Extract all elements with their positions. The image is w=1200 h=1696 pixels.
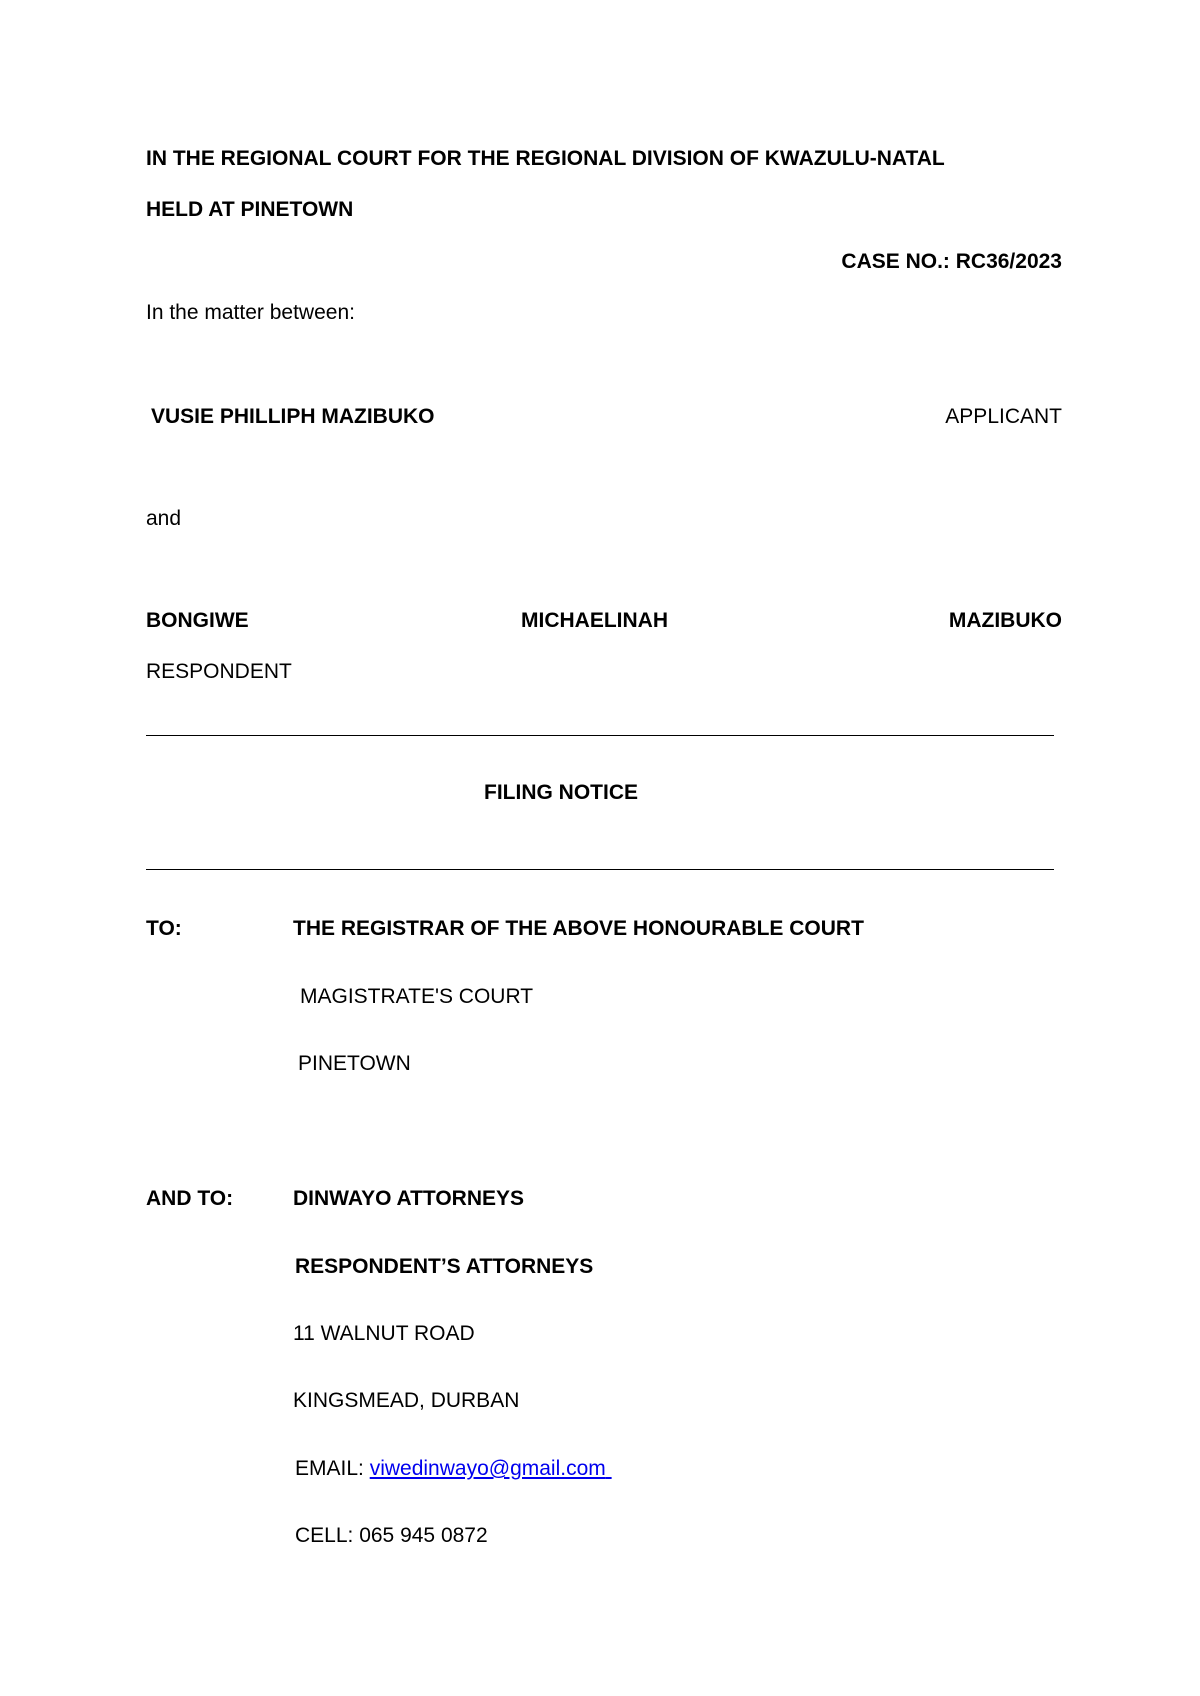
matter-intro: In the matter between: <box>146 301 355 324</box>
address-line-1: 11 WALNUT ROAD <box>293 1322 475 1345</box>
to-line-town: PINETOWN <box>298 1052 411 1075</box>
email-line <box>295 1456 612 1482</box>
respondent-role: RESPONDENT <box>146 660 292 683</box>
email-link[interactable]: viwedinwayo@gmail.com <box>369 1457 606 1480</box>
to-label: TO: <box>146 917 182 940</box>
cell-line: CELL: 065 945 0872 <box>295 1524 488 1547</box>
email-link-trailing-space <box>606 1457 612 1480</box>
applicant-role: APPLICANT <box>945 405 1062 428</box>
divider-top <box>146 735 1054 736</box>
case-number: CASE NO.: RC36/2023 <box>841 250 1062 273</box>
to-recipient: THE REGISTRAR OF THE ABOVE HONOURABLE COURT <box>293 917 864 940</box>
respondent-name-first: BONGIWE <box>146 609 249 632</box>
conjunction-and: and <box>146 507 182 530</box>
held-at-line: HELD AT PINETOWN <box>146 198 354 221</box>
firm-capacity: RESPONDENT’S ATTORNEYS <box>295 1255 594 1278</box>
email-label: EMAIL: <box>295 1457 364 1480</box>
court-heading: IN THE REGIONAL COURT FOR THE REGIONAL DIVISION OF KWAZULU-NATAL <box>146 147 945 170</box>
notice-title: FILING NOTICE <box>484 781 638 804</box>
respondent-name-last: MAZIBUKO <box>948 609 1062 632</box>
to-line-court: MAGISTRATE'S COURT <box>300 985 534 1008</box>
divider-bottom <box>146 869 1054 870</box>
applicant-name: VUSIE PHILLIPH MAZIBUKO <box>151 405 435 428</box>
respondent-name-middle: MICHAELINAH <box>521 609 668 632</box>
firm-name: DINWAYO ATTORNEYS <box>293 1187 525 1210</box>
address-line-2: KINGSMEAD, DURBAN <box>293 1389 520 1412</box>
and-to-label: AND TO: <box>146 1187 234 1210</box>
